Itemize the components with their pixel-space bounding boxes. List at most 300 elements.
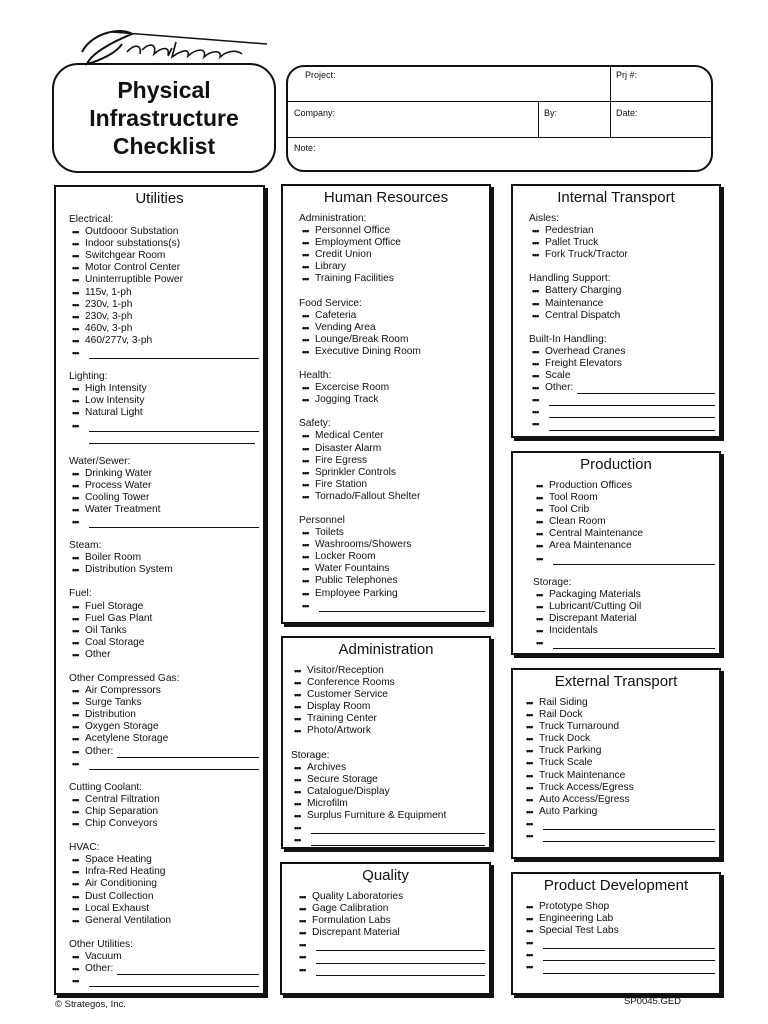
checklist-item-fire-egress[interactable] xyxy=(299,455,489,467)
bullet-icon: ••• xyxy=(302,226,309,237)
item-label: Training Center xyxy=(307,713,377,725)
fill-in-line[interactable] xyxy=(543,820,715,830)
item-label: Executive Dining Room xyxy=(315,345,421,357)
checklist-item-blank[interactable] xyxy=(523,818,719,830)
checklist-item-blank[interactable] xyxy=(523,937,719,949)
checklist-item-switchgear-room[interactable] xyxy=(69,250,263,262)
checklist-item-lounge-break-room[interactable] xyxy=(299,334,489,346)
bullet-icon: ••• xyxy=(72,420,79,431)
checklist-item-uninterruptible-power[interactable] xyxy=(69,274,263,286)
item-label: Excercise Room xyxy=(315,382,390,394)
checklist-item-truck-maintenance[interactable] xyxy=(523,770,719,782)
group-heading: Aisles: xyxy=(529,213,560,224)
item-label: Washrooms/Showers xyxy=(315,539,412,551)
checklist-item-jogging-track[interactable] xyxy=(299,394,489,406)
item-label: Oxygen Storage xyxy=(85,721,159,733)
checklist-item-quality-laboratories[interactable] xyxy=(296,891,489,903)
checklist-item-display-room[interactable] xyxy=(291,701,489,713)
checklist-item-lubricant-cutting-oil[interactable] xyxy=(533,601,719,613)
company-field[interactable]: Company: xyxy=(294,108,336,118)
checklist-item-blank[interactable] xyxy=(533,553,719,565)
bullet-icon: ••• xyxy=(72,903,79,914)
fill-in-line[interactable] xyxy=(89,422,259,432)
checklist-item-blank[interactable] xyxy=(533,637,719,649)
fill-in-line[interactable] xyxy=(316,941,485,951)
item-label: Rail Siding xyxy=(539,697,588,708)
checklist-item-230v-1-ph[interactable] xyxy=(69,299,263,311)
checklist-item-training-center[interactable] xyxy=(291,713,489,725)
checklist-item-blank[interactable] xyxy=(299,600,489,612)
bullet-icon: ••• xyxy=(72,468,79,479)
item-label: Central Dispatch xyxy=(545,309,621,321)
bullet-icon: ••• xyxy=(302,600,309,611)
checklist-item-fuel-storage[interactable] xyxy=(69,601,263,613)
note-field[interactable]: Note: xyxy=(294,143,316,153)
checklist-item-central-filtration[interactable] xyxy=(69,794,263,806)
checklist-item-blank[interactable] xyxy=(529,418,719,430)
checklist-item-vacuum[interactable] xyxy=(69,951,263,963)
bullet-icon: ••• xyxy=(302,334,309,345)
checklist-item-archives[interactable] xyxy=(291,762,489,774)
checklist-item-truck-turnaround[interactable] xyxy=(523,721,719,733)
item-label: Conference Rooms xyxy=(307,677,395,689)
checklist-item-area-maintenance[interactable] xyxy=(533,540,719,552)
checklist-item-460v-3-ph[interactable] xyxy=(69,323,263,335)
item-label: Auto Parking xyxy=(539,805,598,817)
fill-in-line[interactable] xyxy=(89,760,259,770)
group-heading: Storage: xyxy=(533,576,572,588)
checklist-item-incidentals[interactable] xyxy=(533,625,719,637)
checklist-item-blank[interactable] xyxy=(296,939,489,951)
checklist-item-training-facilities[interactable] xyxy=(299,273,489,285)
section-title: Product Development xyxy=(543,877,689,894)
checklist-item-pedestrian[interactable] xyxy=(529,225,719,237)
checklist-item-fuel-gas-plant[interactable] xyxy=(69,613,263,625)
checklist-group xyxy=(299,370,489,406)
checklist-item-blank[interactable] xyxy=(69,347,263,359)
checklist-item-water-treatment[interactable] xyxy=(69,504,263,516)
bullet-icon: ••• xyxy=(532,395,539,406)
checklist-item-other[interactable] xyxy=(69,649,263,661)
checklist-item-distribution-system[interactable] xyxy=(69,564,263,576)
checklist-item-disaster-alarm[interactable] xyxy=(299,443,489,455)
item-label: Rail Dock xyxy=(539,709,583,721)
item-label: Other xyxy=(85,648,111,660)
checklist-item-blank[interactable] xyxy=(291,834,489,846)
checklist-item-drinking-water[interactable] xyxy=(69,468,263,480)
item-label: Cooling Tower xyxy=(85,491,150,503)
checklist-group xyxy=(299,213,489,286)
fill-in-line[interactable] xyxy=(311,824,485,834)
checklist-item-microfilm[interactable] xyxy=(291,798,489,810)
bullet-icon: ••• xyxy=(72,263,79,274)
title-line-3: Checklist xyxy=(112,133,216,159)
bullet-icon: ••• xyxy=(302,540,309,551)
item-label: Fire Station xyxy=(315,478,368,490)
checklist-item-truck-scale[interactable] xyxy=(523,757,719,769)
bullet-icon: ••• xyxy=(72,613,79,624)
checklist-item-motor-control-center[interactable] xyxy=(69,262,263,274)
checklist-item-auto-parking[interactable] xyxy=(523,806,719,818)
checklist-item-other[interactable] xyxy=(529,382,719,394)
checklist-item-blank[interactable] xyxy=(69,758,263,770)
bullet-icon: ••• xyxy=(302,238,309,249)
bullet-icon: ••• xyxy=(302,443,309,454)
group-heading: Personnel xyxy=(299,514,345,526)
checklist-item-tool-crib[interactable] xyxy=(533,504,719,516)
checklist-item-fork-truck-tractor[interactable] xyxy=(529,249,719,261)
fill-in-line[interactable] xyxy=(117,748,259,758)
item-label: Truck Turnaround xyxy=(539,721,620,733)
checklist-item-sprinkler-controls[interactable] xyxy=(299,467,489,479)
checklist-item-toilets[interactable] xyxy=(299,527,489,539)
checklist-item-clean-room[interactable] xyxy=(533,516,719,528)
bullet-icon: ••• xyxy=(72,480,79,491)
bullet-icon: ••• xyxy=(532,238,539,249)
checklist-item-surge-tanks[interactable] xyxy=(69,697,263,709)
checklist-item-fire-station[interactable] xyxy=(299,479,489,491)
item-label: Air Conditioning xyxy=(85,878,157,890)
checklist-item-medical-center[interactable] xyxy=(299,430,489,442)
bullet-icon: ••• xyxy=(72,710,79,721)
checklist-item-low-intensity[interactable] xyxy=(69,395,263,407)
checklist-item-locker-room[interactable] xyxy=(299,551,489,563)
item-label: Tool Room xyxy=(549,492,598,504)
checklist-item-acetylene-storage[interactable] xyxy=(69,733,263,745)
checklist-item-overhead-cranes[interactable] xyxy=(529,346,719,358)
checklist-item-boiler-room[interactable] xyxy=(69,552,263,564)
bullet-icon: ••• xyxy=(532,407,539,418)
bullet-icon: ••• xyxy=(532,346,539,357)
checklist-group xyxy=(69,782,263,830)
item-label: Surplus Furniture & Equipment xyxy=(307,810,447,822)
checklist-item-maintenance[interactable] xyxy=(529,298,719,310)
checklist-item-outdooor-substation[interactable] xyxy=(69,226,263,238)
fill-in-line[interactable] xyxy=(549,421,715,431)
item-label: Truck Access/Egress xyxy=(539,781,634,793)
item-label: Fuel Storage xyxy=(85,600,144,612)
checklist-item-executive-dining-room[interactable] xyxy=(299,346,489,358)
item-label: Credit Union xyxy=(315,249,372,261)
checklist-group xyxy=(291,750,489,847)
checklist-item-visitor-reception[interactable] xyxy=(291,665,489,677)
item-label: Space Heating xyxy=(85,854,152,866)
checklist-item-catalogue-display[interactable] xyxy=(291,786,489,798)
item-label: 460/277v, 3-ph xyxy=(85,334,153,346)
checklist-item-blank[interactable] xyxy=(523,961,719,973)
checklist-item-credit-union[interactable] xyxy=(299,249,489,261)
bullet-icon: ••• xyxy=(72,649,79,660)
checklist-item-high-intensity[interactable] xyxy=(69,383,263,395)
checklist-item-discrepant-material[interactable] xyxy=(533,613,719,625)
checklist-item-indoor-substations-s[interactable] xyxy=(69,238,263,250)
bullet-icon: ••• xyxy=(72,951,79,962)
checklist-group xyxy=(299,515,489,612)
bullet-icon: ••• xyxy=(532,383,539,394)
group-heading: HVAC: xyxy=(69,842,100,854)
checklist-item-gage-calibration[interactable] xyxy=(296,903,489,915)
checklist-item-public-telephones[interactable] xyxy=(299,575,489,587)
checklist-item-air-conditioning[interactable] xyxy=(69,878,263,890)
fill-in-line[interactable] xyxy=(543,964,715,974)
item-label: Chip Separation xyxy=(85,805,159,817)
checklist-item-dust-collection[interactable] xyxy=(69,891,263,903)
fill-in-line[interactable] xyxy=(543,951,715,961)
bullet-icon: ••• xyxy=(72,565,79,576)
bullet-icon: ••• xyxy=(72,601,79,612)
fill-in-line[interactable] xyxy=(553,555,715,565)
bullet-icon: ••• xyxy=(526,758,533,769)
group-heading: Storage: xyxy=(291,749,330,761)
item-label: Chip Conveyors xyxy=(85,818,158,830)
checklist-item-natural-light[interactable] xyxy=(69,407,263,419)
item-label: Central Filtration xyxy=(85,793,160,805)
fill-in-line[interactable] xyxy=(316,954,485,964)
bullet-icon: ••• xyxy=(302,322,309,333)
section-title: External Transport xyxy=(554,673,678,690)
fill-in-line[interactable] xyxy=(549,396,715,406)
checklist-item-special-test-labs[interactable] xyxy=(523,925,719,937)
item-label: 230v, 3-ph xyxy=(85,310,133,322)
bullet-icon: ••• xyxy=(302,262,309,273)
project-info-box xyxy=(286,65,713,172)
bullet-icon: ••• xyxy=(72,722,79,733)
bullet-icon: ••• xyxy=(532,298,539,309)
fill-in-line[interactable] xyxy=(89,977,259,987)
bullet-icon: ••• xyxy=(294,690,301,701)
checklist-item-blank[interactable] xyxy=(291,822,489,834)
checklist-item-employment-office[interactable] xyxy=(299,237,489,249)
checklist-item-infra-red-heating[interactable] xyxy=(69,866,263,878)
fill-in-line[interactable] xyxy=(549,408,715,418)
bullet-icon: ••• xyxy=(536,541,543,552)
fill-in-line[interactable] xyxy=(316,966,485,976)
bullet-icon: ••• xyxy=(302,346,309,357)
fill-in-line[interactable] xyxy=(543,832,715,842)
bullet-icon: ••• xyxy=(536,626,543,637)
checklist-item-process-water[interactable] xyxy=(69,480,263,492)
bullet-icon: ••• xyxy=(526,722,533,733)
checklist-item-packaging-materials[interactable] xyxy=(533,589,719,601)
checklist-item-230v-3-ph[interactable] xyxy=(69,311,263,323)
bullet-icon: ••• xyxy=(72,915,79,926)
checklist-item-460-277v-3-ph[interactable] xyxy=(69,335,263,347)
item-label: Uninterruptible Power xyxy=(85,274,183,286)
project-field[interactable]: Project: xyxy=(305,70,336,80)
checklist-item-oxygen-storage[interactable] xyxy=(69,721,263,733)
item-label: Distribution System xyxy=(85,564,173,576)
bullet-icon: ••• xyxy=(302,588,309,599)
bullet-icon: ••• xyxy=(532,226,539,237)
group-heading: Handling Support: xyxy=(529,273,611,285)
checklist-item-tool-room[interactable] xyxy=(533,492,719,504)
checklist-item-library[interactable] xyxy=(299,261,489,273)
bullet-icon: ••• xyxy=(72,227,79,238)
item-label: Customer Service xyxy=(307,689,388,701)
bullet-icon: ••• xyxy=(532,371,539,382)
bullet-icon: ••• xyxy=(72,239,79,250)
item-label: Locker Room xyxy=(315,551,376,563)
checklist-item-general-ventilation[interactable] xyxy=(69,915,263,927)
item-label: Motor Control Center xyxy=(85,262,181,274)
bullet-icon: ••• xyxy=(526,710,533,721)
bullet-icon: ••• xyxy=(536,638,543,649)
item-label: Secure Storage xyxy=(307,773,378,785)
checklist-item-water-fountains[interactable] xyxy=(299,563,489,575)
bullet-icon: ••• xyxy=(299,952,306,963)
checklist-item-blank[interactable] xyxy=(529,394,719,406)
item-label: Truck Maintenance xyxy=(539,769,626,781)
checklist-item-coal-storage[interactable] xyxy=(69,637,263,649)
checklist-item-tornado-fallout-shelter[interactable] xyxy=(299,491,489,503)
bullet-icon: ••• xyxy=(72,348,79,359)
fill-in-line[interactable] xyxy=(311,836,485,846)
checklist-item-blank[interactable] xyxy=(69,420,263,432)
item-label: Low Intensity xyxy=(85,395,145,407)
checklist-item-vending-area[interactable] xyxy=(299,322,489,334)
date-field[interactable]: Date: xyxy=(616,108,638,118)
fill-in-line[interactable] xyxy=(577,384,715,394)
checklist-item-cooling-tower[interactable] xyxy=(69,492,263,504)
prj-number-field[interactable]: Prj #: xyxy=(616,70,638,80)
bullet-icon: ••• xyxy=(532,250,539,261)
checklist-group xyxy=(529,334,719,431)
fill-in-line[interactable] xyxy=(319,602,485,612)
checklist-item-photo-artwork[interactable] xyxy=(291,725,489,737)
item-label: Toilets xyxy=(315,527,344,539)
bullet-icon: ••• xyxy=(299,940,306,951)
group-heading: Water/Sewer: xyxy=(69,455,131,467)
checklist-item-blank[interactable] xyxy=(523,949,719,961)
item-label: 115v, 1-ph xyxy=(85,286,132,298)
title-box xyxy=(52,63,276,173)
fill-in-line[interactable] xyxy=(89,432,255,444)
title-line-1: Physical xyxy=(117,77,211,103)
bullet-icon: ••• xyxy=(294,666,301,676)
bullet-icon: ••• xyxy=(532,286,539,297)
fill-in-line[interactable] xyxy=(117,965,259,975)
bullet-icon: ••• xyxy=(294,798,301,809)
checklist-item-personnel-office[interactable] xyxy=(299,225,489,237)
checklist-item-distribution[interactable] xyxy=(69,709,263,721)
title-line-2: Infrastructure xyxy=(89,105,239,131)
checklist-item-other[interactable] xyxy=(69,963,263,975)
item-label: Switchgear Room xyxy=(85,250,166,262)
item-label: Pedestrian xyxy=(545,225,594,237)
bullet-icon: ••• xyxy=(299,892,306,902)
checklist-item-local-exhaust[interactable] xyxy=(69,903,263,915)
checklist-item-customer-service[interactable] xyxy=(291,689,489,701)
checklist-item-chip-separation[interactable] xyxy=(69,806,263,818)
checklist-item-blank[interactable] xyxy=(296,951,489,963)
bullet-icon: ••• xyxy=(72,517,79,528)
checklist-item-washrooms-showers[interactable] xyxy=(299,539,489,551)
item-label: Scale xyxy=(545,370,571,382)
product-development-section xyxy=(511,872,721,995)
administration-section xyxy=(281,636,491,849)
fill-in-line[interactable] xyxy=(89,518,259,528)
bullet-icon: ••• xyxy=(526,831,533,842)
checklist-item-blank[interactable] xyxy=(296,964,489,976)
checklist-item-blank[interactable] xyxy=(69,975,263,987)
bullet-icon: ••• xyxy=(299,904,306,915)
group-heading: Steam: xyxy=(69,540,102,552)
checklist-item-prototype-shop[interactable] xyxy=(523,901,719,913)
fill-in-line[interactable] xyxy=(553,639,715,649)
bullet-icon: ••• xyxy=(302,467,309,478)
checklist-item-conference-rooms[interactable] xyxy=(291,677,489,689)
checklist-item-truck-dock[interactable] xyxy=(523,733,719,745)
bullet-icon: ••• xyxy=(294,823,301,834)
checklist-item-rail-siding[interactable] xyxy=(523,697,719,709)
item-label: Vacuum xyxy=(85,950,122,962)
checklist-item-oil-tanks[interactable] xyxy=(69,625,263,637)
checklist-item-blank[interactable] xyxy=(523,830,719,842)
checklist-item-central-dispatch[interactable] xyxy=(529,310,719,322)
checklist-item-discrepant-material[interactable] xyxy=(296,927,489,939)
checklist-item-scale[interactable] xyxy=(529,370,719,382)
group-heading: Safety: xyxy=(299,418,331,430)
section-title: Utilities xyxy=(135,190,184,207)
group-heading: Health: xyxy=(299,370,332,382)
item-label: Disaster Alarm xyxy=(315,442,382,454)
item-label: Other: xyxy=(545,382,574,394)
section-title: Human Resources xyxy=(323,189,449,206)
checklist-item-cafeteria[interactable] xyxy=(299,310,489,322)
checklist-item-auto-access-egress[interactable] xyxy=(523,794,719,806)
checklist-item-central-maintenance[interactable] xyxy=(533,528,719,540)
bullet-icon: ••• xyxy=(532,419,539,430)
item-label: Maintenance xyxy=(545,297,604,309)
item-label: Coal Storage xyxy=(85,636,145,648)
item-label: Quality Laboratories xyxy=(312,891,404,902)
fill-in-line[interactable] xyxy=(543,939,715,949)
bullet-icon: ••• xyxy=(72,891,79,902)
checklist-item-blank[interactable] xyxy=(69,516,263,528)
checklist-item-pallet-truck[interactable] xyxy=(529,237,719,249)
bullet-icon: ••• xyxy=(72,637,79,648)
checklist-item-space-heating[interactable] xyxy=(69,854,263,866)
checklist-group xyxy=(529,213,719,261)
checklist-item-truck-parking[interactable] xyxy=(523,745,719,757)
bullet-icon: ••• xyxy=(526,782,533,793)
checklist-item-blank[interactable] xyxy=(529,406,719,418)
group-heading: Other Compressed Gas: xyxy=(69,673,180,684)
checklist-item-truck-access-egress[interactable] xyxy=(523,782,719,794)
checklist-item-excercise-room[interactable] xyxy=(299,382,489,394)
checklist-item-surplus-furniture-equipment[interactable] xyxy=(291,810,489,822)
checklist-item-other[interactable] xyxy=(69,746,263,758)
item-label: Infra-Red Heating xyxy=(85,866,166,878)
by-field[interactable]: By: xyxy=(544,108,558,118)
checklist-item-freight-elevators[interactable] xyxy=(529,358,719,370)
item-label: Dust Collection xyxy=(85,890,154,902)
checklist-item-employee-parking[interactable] xyxy=(299,588,489,600)
checklist-item-formulation-labs[interactable] xyxy=(296,915,489,927)
checklist-item-engineering-lab[interactable] xyxy=(523,913,719,925)
item-label: Battery Charging xyxy=(545,285,622,297)
checklist-item-rail-dock[interactable] xyxy=(523,709,719,721)
checklist-item-115v-1-ph[interactable] xyxy=(69,287,263,299)
checklist-item-chip-conveyors[interactable] xyxy=(69,818,263,830)
bullet-icon: ••• xyxy=(72,819,79,830)
checklist-item-battery-charging[interactable] xyxy=(529,285,719,297)
item-label: Production Offices xyxy=(549,480,633,491)
checklist-item-secure-storage[interactable] xyxy=(291,774,489,786)
checklist-item-air-compressors[interactable] xyxy=(69,685,263,697)
checklist-item-production-offices[interactable] xyxy=(533,480,719,492)
fill-in-line[interactable] xyxy=(89,349,259,359)
